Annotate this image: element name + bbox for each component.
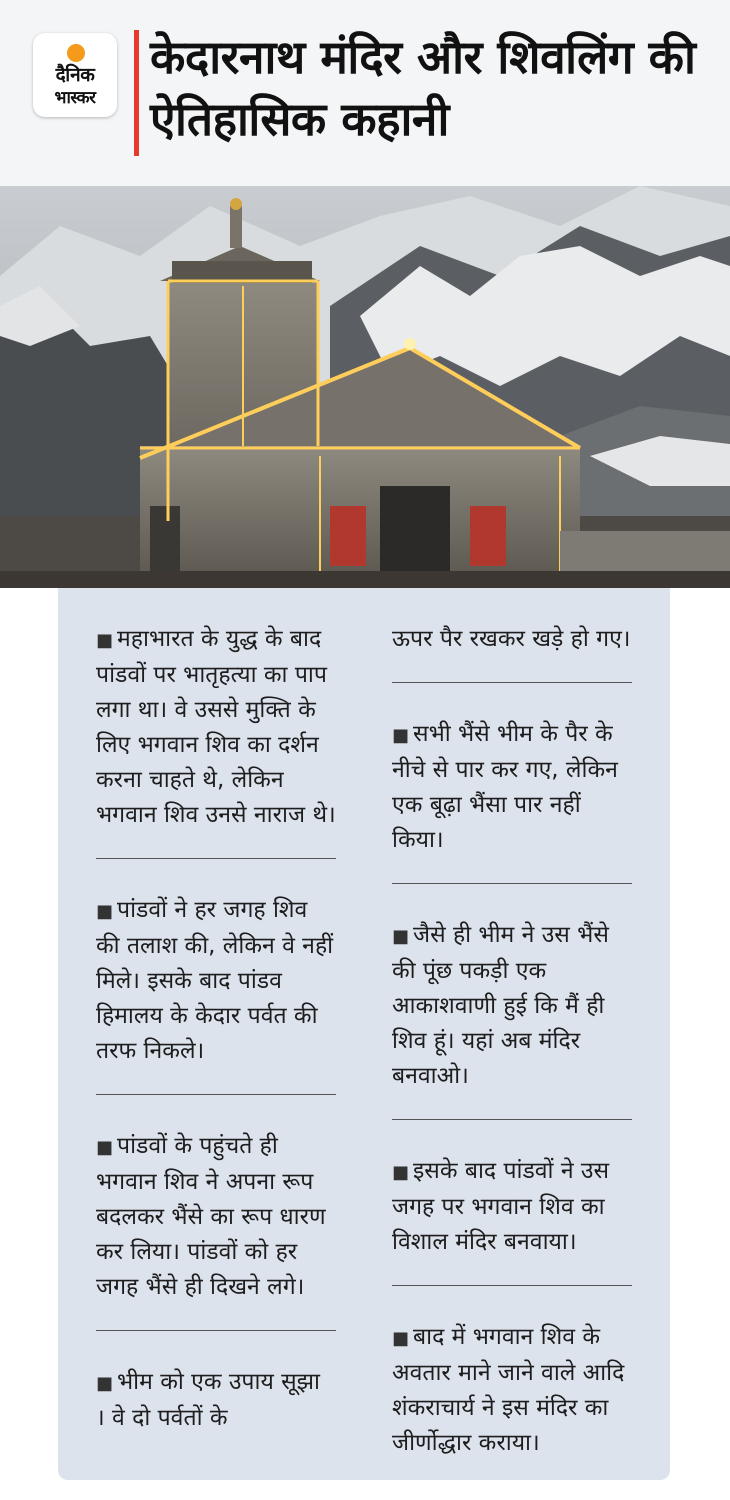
left-column — [96, 588, 336, 1436]
square-bullet-icon: ■ — [96, 901, 114, 922]
story-item — [392, 1120, 632, 1286]
story-item-text: पांडवों ने हर जगह शिव की तलाश की, लेकिन वे नहीं मिले। इसके बाद पांडव हिमालय के केदार पर्वत की तरफ निकले। — [96, 897, 334, 1064]
story-panel — [58, 588, 670, 1480]
story-item-text: पांडवों के पहुंचते ही भगवान शिव ने अपना रूप बदलकर भैंसे का रूप धारण कर लिया। पांडवों को हर जगह भैंसे ही दिखने लगे। — [96, 1133, 326, 1300]
square-bullet-icon: ■ — [392, 725, 410, 746]
story-item — [96, 1095, 336, 1331]
story-item-text: सभी भैंसे भीम के पैर के नीचे से पार कर गए, लेकिन एक बूढ़ा भैंसा पार नहीं किया। — [392, 721, 618, 853]
story-item-text: इसके बाद पांडवों ने उस जगह पर भगवान शिव का विशाल मंदिर बनवाया। — [392, 1158, 610, 1255]
story-item-continued — [392, 588, 632, 683]
sun-icon — [67, 44, 85, 62]
story-item-text: ऊपर पैर रखकर खड़े हो गए। — [392, 626, 631, 652]
story-item — [96, 588, 336, 859]
story-item — [392, 683, 632, 884]
logo-text-line2: भास्कर — [54, 88, 96, 108]
square-bullet-icon: ■ — [96, 1137, 114, 1158]
page-title: केदारनाथ मंदिर और शिवलिंग की ऐतिहासिक कहानी — [150, 30, 696, 146]
story-item — [96, 859, 336, 1095]
square-bullet-icon: ■ — [392, 926, 410, 947]
square-bullet-icon: ■ — [96, 1373, 114, 1394]
dainik-bhaskar-logo[interactable] — [33, 33, 117, 117]
kedarnath-temple-photo — [0, 186, 730, 588]
square-bullet-icon: ■ — [392, 1162, 410, 1183]
square-bullet-icon: ■ — [392, 1328, 410, 1349]
story-item-text: भीम को एक उपाय सूझा । वे दो पर्वतों के — [96, 1369, 321, 1431]
title-accent-bar — [134, 30, 139, 156]
story-item — [96, 1331, 336, 1436]
logo-text-line1: दैनिक — [55, 64, 95, 86]
story-item — [392, 1286, 632, 1461]
header — [0, 0, 730, 186]
story-item-text: बाद में भगवान शिव के अवतार माने जाने वाले आदि शंकराचार्य ने इस मंदिर का जीर्णोद्धार कराया। — [392, 1324, 625, 1456]
square-bullet-icon: ■ — [96, 630, 114, 651]
story-item — [392, 884, 632, 1120]
story-item-text: जैसे ही भीम ने उस भैंसे की पूंछ पकड़ी एक आकाशवाणी हुई कि मैं ही शिव हूं। यहां अब मंदिर बनवाओ। — [392, 922, 609, 1089]
story-item-text: महाभारत के युद्ध के बाद पांडवों पर भातृहत्या का पाप लगा था। वे उससे मुक्ति के लिए भगवान शिव का दर्शन करना चाहते थे, लेकिन भगवान शिव उनसे नाराज थे। — [96, 626, 336, 828]
right-column — [392, 588, 632, 1461]
